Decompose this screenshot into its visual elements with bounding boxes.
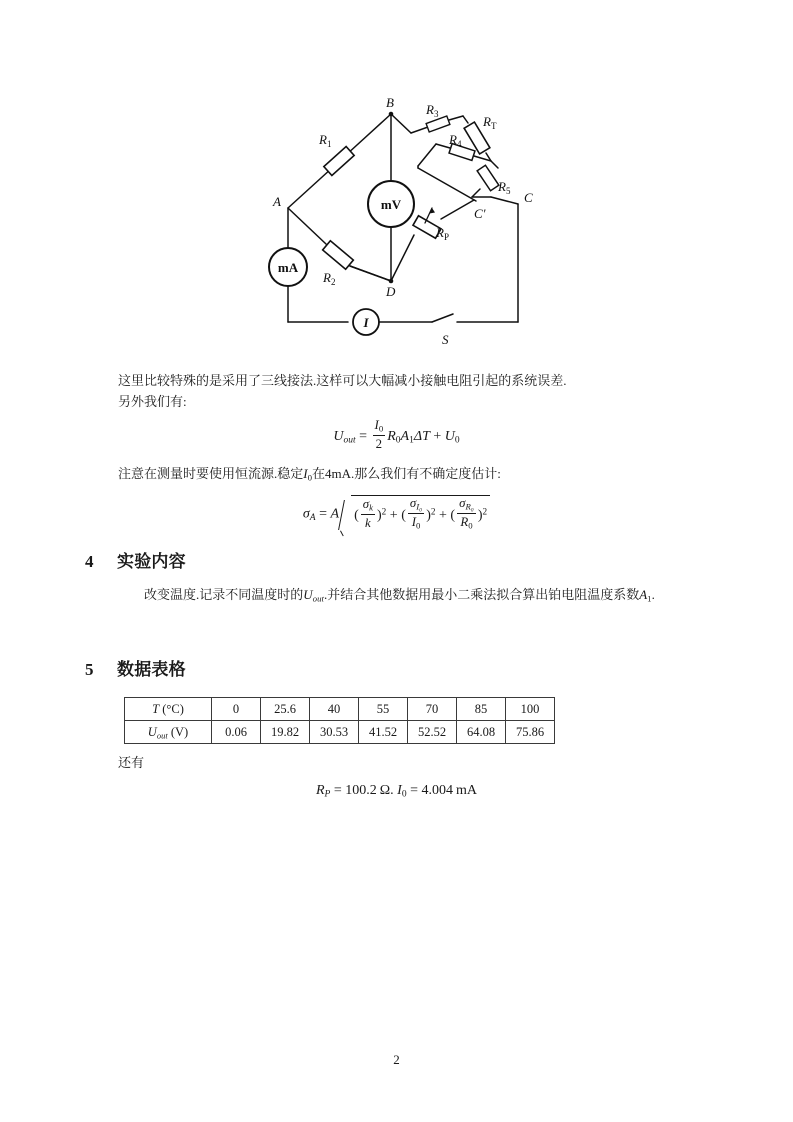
table-cell: 55 — [359, 698, 408, 721]
figure-label-rt: $R_T$ — [483, 114, 497, 131]
section-heading-4 — [85, 547, 186, 572]
eq1-u0-sub: 0 — [454, 435, 460, 446]
eq2-lhs: σ — [302, 506, 310, 522]
table-cell: 52.52 — [408, 721, 457, 744]
eq2-term2-fraction — [408, 496, 424, 532]
eq2-term2-num-sub: I₀ — [416, 501, 423, 512]
table-cell: 85 — [457, 698, 506, 721]
paragraph-experiment-content — [118, 584, 684, 610]
figure-label-node-c-prime: C' — [474, 206, 486, 221]
eq2-square-root — [339, 495, 490, 534]
figure-label-milliammeter: mA — [277, 260, 299, 275]
inline-i0-sub: 0 — [307, 472, 313, 483]
eq2-term3-fraction — [457, 496, 476, 532]
table-cell: 75.86 — [506, 721, 555, 744]
eq2-term2-den-sub: 0 — [416, 520, 421, 531]
eq3-i0-sub: 0 — [401, 789, 407, 800]
table-row-temperature — [125, 698, 555, 721]
eq3-rp-unit: Ω — [379, 783, 391, 798]
table-cell: 100 — [506, 698, 555, 721]
figure-label-rp: $R_P$ — [436, 225, 449, 242]
paragraph-three-wire-line1: 这里比较特殊的是采用了三线接法.这样可以大幅减小接触电阻引起的系统误差. — [118, 373, 567, 388]
eq2-term1-num-sigma: σ — [362, 496, 370, 511]
figure-label-switch-s: S — [442, 332, 449, 347]
eq2-term1-fraction — [361, 497, 375, 531]
eq1-a1-sub: 1 — [409, 435, 414, 446]
eq3-i0-symbol: I — [397, 783, 402, 798]
table-cell: 19.82 — [261, 721, 310, 744]
eq3-rp-sub: P — [324, 789, 331, 800]
eq3-rp-value: 100.2 — [345, 783, 377, 798]
inline-i0-symbol: I — [303, 466, 308, 481]
table-cell: 40 — [310, 698, 359, 721]
paragraph-exp-part1: 改变温度.记录不同温度时的 — [144, 587, 304, 602]
eq2-term3-den-sub: 0 — [468, 520, 473, 531]
eq1-plus: + — [433, 429, 442, 445]
figure-label-r5: $R_5$ — [498, 179, 511, 196]
figure-label-node-a: A — [273, 194, 281, 209]
paragraph-exp-part4: . — [651, 587, 655, 602]
table-row-uout — [125, 721, 555, 744]
figure-label-r1: $R_1$ — [319, 132, 332, 149]
eq2-term3-den-symbol: R — [460, 515, 469, 530]
paragraph-also-text: 还有 — [118, 755, 145, 770]
paragraph-constant-current-post: 在4mA.那么我们有不确定度估计: — [312, 466, 501, 481]
inline-uout-sub: out — [312, 593, 324, 604]
eq1-lhs: U — [333, 429, 344, 445]
eq3-equals-2: = — [410, 783, 419, 798]
eq2-term2-exponent: 2 — [430, 506, 436, 517]
figure-label-node-b: B — [386, 96, 394, 110]
eq3-i0-unit: mA — [456, 783, 478, 798]
table-cell: 0 — [212, 698, 261, 721]
eq2-coefficient: A — [330, 506, 340, 522]
table-cell: 30.53 — [310, 721, 359, 744]
figure-label-node-d: D — [386, 284, 396, 299]
section-heading-5 — [85, 655, 186, 680]
figure-label-node-c: C — [524, 190, 533, 205]
paragraph-also — [118, 752, 684, 774]
page-number: 2 — [393, 1052, 400, 1067]
paragraph-additionally — [118, 391, 684, 413]
eq3-rp-symbol: R — [315, 783, 325, 798]
eq2-term3-num-sub: R₀ — [465, 501, 474, 512]
eq2-term1-exponent: 2 — [381, 506, 387, 517]
eq3-i0-value: 4.004 — [421, 783, 454, 798]
eq1-delta-t: ΔT — [413, 429, 430, 445]
equation-uout — [0, 417, 793, 454]
eq1-r0-sub: 0 — [395, 435, 401, 446]
eq2-term1-den: k — [361, 514, 375, 530]
section-5-title: 数据表格 — [117, 660, 186, 679]
paragraph-exp-part3: 数 — [626, 587, 640, 602]
eq1-r0: R — [387, 429, 396, 445]
eq1-frac-num-symbol: I — [374, 417, 379, 432]
figure-label-r2: $R_2$ — [323, 270, 336, 287]
table-rowhead-uout: $U_{out}$ (V) — [125, 721, 212, 744]
inline-a1-sub: 1 — [647, 593, 652, 604]
eq2-term2-den — [408, 513, 424, 531]
figure-label-current-source: I — [363, 315, 369, 330]
equation-rp-i0 — [0, 783, 793, 800]
table-cell: 25.6 — [261, 698, 310, 721]
paragraph-three-wire — [118, 370, 684, 392]
section-5-number: 5 — [85, 660, 94, 679]
paragraph-constant-current — [118, 463, 684, 489]
eq2-plus-2: + — [439, 507, 447, 523]
eq1-u0: U — [444, 429, 455, 445]
eq2-term1-num — [361, 497, 375, 514]
circuit-diagram-figure — [246, 96, 566, 348]
eq2-lhs-sub: A — [309, 513, 316, 524]
figure-label-r4: $R_4$ — [449, 132, 462, 149]
eq3-equals-1: = — [333, 783, 342, 798]
eq1-fraction — [373, 418, 386, 452]
eq2-term2-num-sigma: σ — [409, 495, 417, 510]
eq2-term3-den — [457, 513, 476, 531]
eq1-frac-denominator: 2 — [373, 435, 386, 451]
eq1-frac-num-sub: 0 — [378, 423, 384, 434]
eq2-term2-den-symbol: I — [411, 515, 416, 530]
data-table — [124, 697, 555, 744]
eq1-equals: = — [359, 429, 368, 445]
eq3-separator: . — [390, 783, 394, 798]
inline-a1-symbol: A — [639, 587, 648, 602]
table-cell: 0.06 — [212, 721, 261, 744]
table-cell: 41.52 — [359, 721, 408, 744]
inline-uout-symbol: U — [303, 587, 313, 602]
eq2-term3-num-sigma: σ — [459, 495, 466, 510]
eq2-term1-num-sub: k — [369, 502, 373, 513]
paragraph-additionally-text: 另外我们有: — [118, 394, 187, 409]
table-cell: 70 — [408, 698, 457, 721]
figure-label-millivoltmeter: mV — [380, 197, 402, 212]
eq2-plus-1: + — [389, 507, 398, 523]
eq2-term3-exponent: 2 — [482, 506, 488, 517]
eq1-frac-numerator — [373, 418, 386, 435]
eq1-a1: A — [400, 429, 410, 445]
eq2-radicand: ( $\frac{\sigma_k}{k}$ )$^2$ + ( $\frac{\sigma_{I_0}}{I_0}$ )$^2$ + ( $\frac{\sigma_{R_0}}{R_0}$ )$^2$ — [351, 495, 490, 534]
eq1-lhs-sub: out — [343, 435, 356, 446]
figure-label-r3: $R_3$ — [426, 102, 439, 119]
section-4-number: 4 — [85, 552, 94, 571]
table-cell: 64.08 — [457, 721, 506, 744]
eq2-term2-num — [408, 496, 424, 513]
paragraph-exp-part2: .并结合其他数据用最小二乘法拟合算出铂电阻温度系 — [323, 587, 627, 602]
table-rowhead-temperature: T (°C) — [125, 698, 212, 721]
eq2-term3-num — [457, 496, 476, 513]
section-4-title: 实验内容 — [117, 552, 186, 571]
paragraph-constant-current-pre: 注意在测量时要使用恒流源.稳定 — [118, 466, 304, 481]
equation-sigma-a — [0, 495, 793, 534]
eq2-equals: = — [319, 506, 328, 522]
